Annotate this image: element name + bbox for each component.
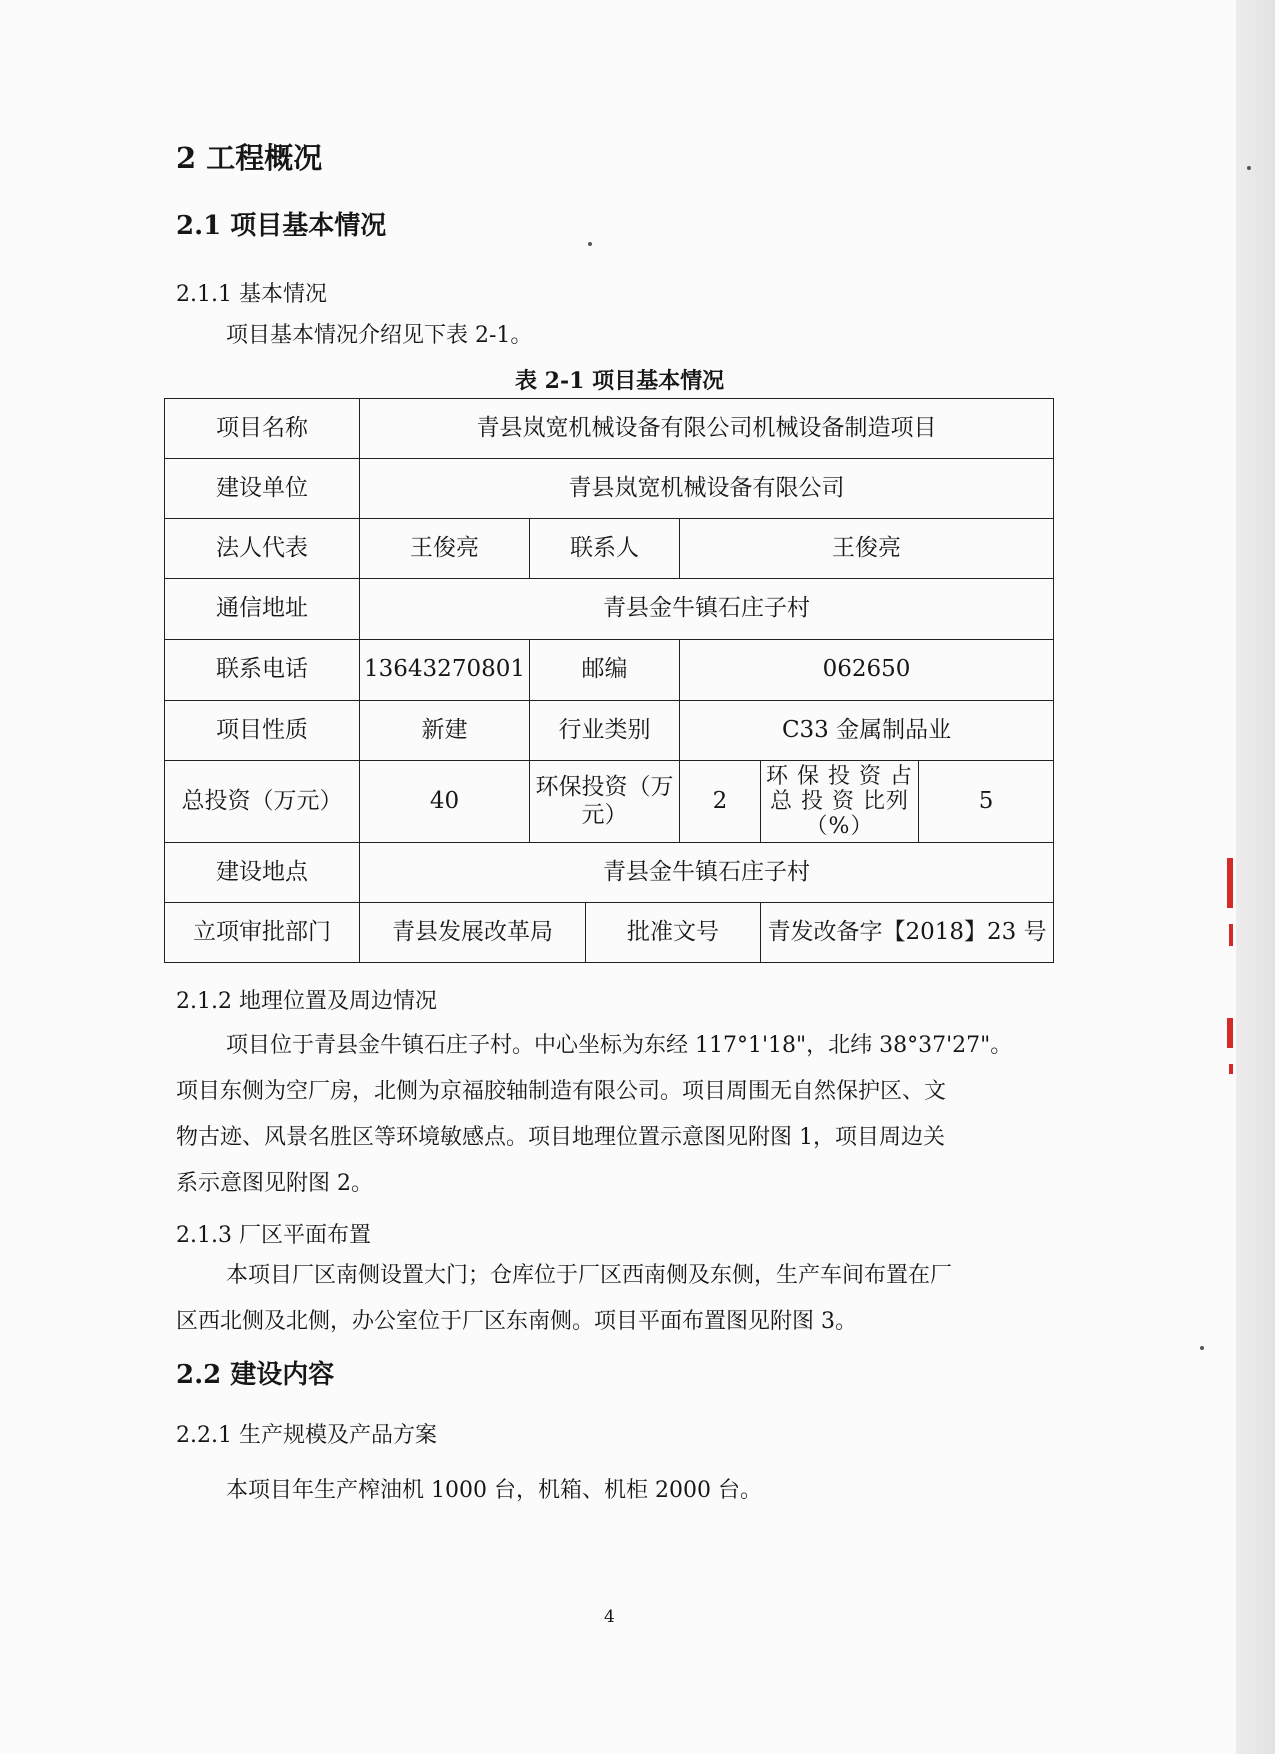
cell-label: 行业类别 [530, 701, 680, 761]
cell-value: 新建 [360, 701, 530, 761]
red-stamp-fragment [1227, 858, 1233, 908]
red-stamp-fragment [1229, 1064, 1233, 1074]
cell-label: 建设地点 [165, 843, 360, 903]
project-info-table [164, 398, 1054, 963]
scan-speck [1200, 1346, 1204, 1350]
cell-label: 环 保 投 资 占 总 投 资 比列（%） [761, 761, 919, 843]
subsection-title-2-2-1: 2.2.1 生产规模及产品方案 [176, 1423, 437, 1448]
subsection-title-2-1-2: 2.1.2 地理位置及周边情况 [176, 989, 437, 1014]
cell-value: 40 [360, 761, 530, 843]
paragraph-line: 系示意图见附图 2。 [176, 1171, 373, 1196]
paragraph-line: 物古迹、风景名胜区等环境敏感点。项目地理位置示意图见附图 1，项目周边关 [176, 1125, 945, 1150]
table-row [165, 761, 1054, 843]
cell-label: 通信地址 [165, 579, 360, 640]
cell-value: 13643270801 [360, 640, 530, 701]
subsection-title-2-1-1: 2.1.1 基本情况 [176, 282, 327, 307]
cell-value: 青发改备字【2018】23 号 [761, 903, 1054, 963]
cell-value: 青县发展改革局 [360, 903, 586, 963]
paragraph-line: 项目位于青县金牛镇石庄子村。中心坐标为东经 117°1'18"，北纬 38°37'27"。 [226, 1033, 1013, 1058]
cell-label: 建设单位 [165, 459, 360, 519]
cell-value: 2 [680, 761, 761, 843]
table-row [165, 843, 1054, 903]
table-row [165, 519, 1054, 579]
cell-value: 王俊亮 [680, 519, 1054, 579]
paragraph-line: 本项目厂区南侧设置大门；仓库位于厂区西南侧及东侧，生产车间布置在厂 [226, 1263, 953, 1288]
red-stamp-fragment [1229, 924, 1233, 946]
cell-value: 青县金牛镇石庄子村 [360, 843, 1054, 903]
paragraph-2-1-1: 项目基本情况介绍见下表 2-1。 [226, 323, 533, 348]
cell-label: 联系人 [530, 519, 680, 579]
cell-label: 联系电话 [165, 640, 360, 701]
table-row [165, 459, 1054, 519]
cell-value: 王俊亮 [360, 519, 530, 579]
cell-label: 立项审批部门 [165, 903, 360, 963]
cell-label: 批准文号 [586, 903, 761, 963]
cell-label: 法人代表 [165, 519, 360, 579]
scan-speck [1247, 166, 1251, 170]
paragraph-line: 项目东侧为空厂房，北侧为京福胶轴制造有限公司。项目周围无自然保护区、文 [176, 1079, 947, 1104]
cell-label: 邮编 [530, 640, 680, 701]
red-stamp-fragment [1227, 1018, 1233, 1048]
subsection-title-2-1-3: 2.1.3 厂区平面布置 [176, 1223, 371, 1248]
table-row [165, 701, 1054, 761]
table-row [165, 903, 1054, 963]
page-number: 4 [604, 1607, 615, 1627]
subsection-title-2-2: 2.2 建设内容 [176, 1360, 335, 1390]
table-row [165, 399, 1054, 459]
table-caption: 表 2-1 项目基本情况 [515, 368, 725, 394]
scan-speck [588, 242, 592, 246]
table-row [165, 640, 1054, 701]
cell-value: 5 [919, 761, 1054, 843]
subsection-title-2-1: 2.1 项目基本情况 [176, 211, 387, 241]
section-title: 2 工程概况 [176, 141, 323, 175]
cell-value: 青县岚宽机械设备有限公司 [360, 459, 1054, 519]
cell-value: 青县金牛镇石庄子村 [360, 579, 1054, 640]
cell-label: 环保投资（万元） [530, 761, 680, 843]
table-row [165, 579, 1054, 640]
paragraph-line: 区西北侧及北侧，办公室位于厂区东南侧。项目平面布置图见附图 3。 [176, 1309, 857, 1334]
cell-label: 项目名称 [165, 399, 360, 459]
cell-value: C33 金属制品业 [680, 701, 1054, 761]
cell-value: 062650 [680, 640, 1054, 701]
scan-edge-shadow [1236, 0, 1275, 1754]
cell-value: 青县岚宽机械设备有限公司机械设备制造项目 [360, 399, 1054, 459]
cell-label: 总投资（万元） [165, 761, 360, 843]
paragraph-2-2-1: 本项目年生产榨油机 1000 台，机箱、机柜 2000 台。 [226, 1478, 762, 1503]
cell-label: 项目性质 [165, 701, 360, 761]
